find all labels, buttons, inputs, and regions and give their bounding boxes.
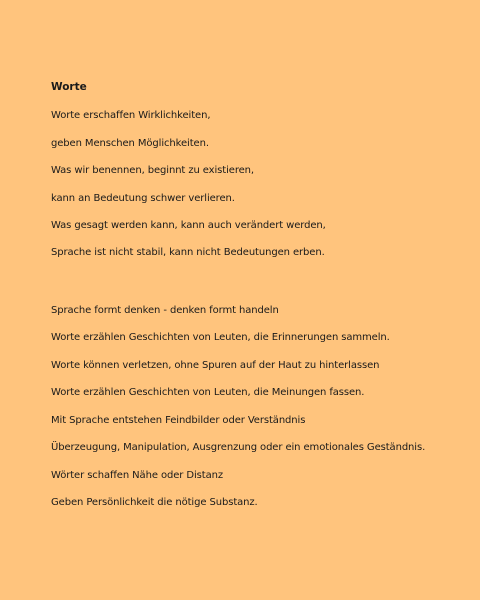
poem-line: kann an Bedeutung schwer verlieren. (51, 193, 235, 204)
poem-line: Sprache formt denken - denken formt handeln (51, 305, 279, 316)
poem-line: Worte erzählen Geschichten von Leuten, die Meinungen fassen. (51, 387, 365, 398)
poem-line: Worte erzählen Geschichten von Leuten, die Erinnerungen sammeln. (51, 332, 390, 343)
poem-line: geben Menschen Möglichkeiten. (51, 138, 209, 149)
poem-line: Was wir benennen, beginnt zu existieren, (51, 165, 254, 176)
poem-line: Worte können verletzen, ohne Spuren auf der Haut zu hinterlassen (51, 360, 380, 371)
poem-line: Worte erschaffen Wirklichkeiten, (51, 110, 211, 121)
poem-line: Sprache ist nicht stabil, kann nicht Bedeutungen erben. (51, 247, 325, 258)
poem-line: Wörter schaffen Nähe oder Distanz (51, 470, 223, 481)
poem-line: Mit Sprache entstehen Feindbilder oder Verständnis (51, 415, 306, 426)
poem-line: Überzeugung, Manipulation, Ausgrenzung oder ein emotionales Geständnis. (51, 442, 426, 453)
poem-line: Was gesagt werden kann, kann auch verändert werden, (51, 220, 326, 231)
poem-line: Geben Persönlichkeit die nötige Substanz. (51, 497, 258, 508)
poem-title: Worte (51, 81, 87, 93)
